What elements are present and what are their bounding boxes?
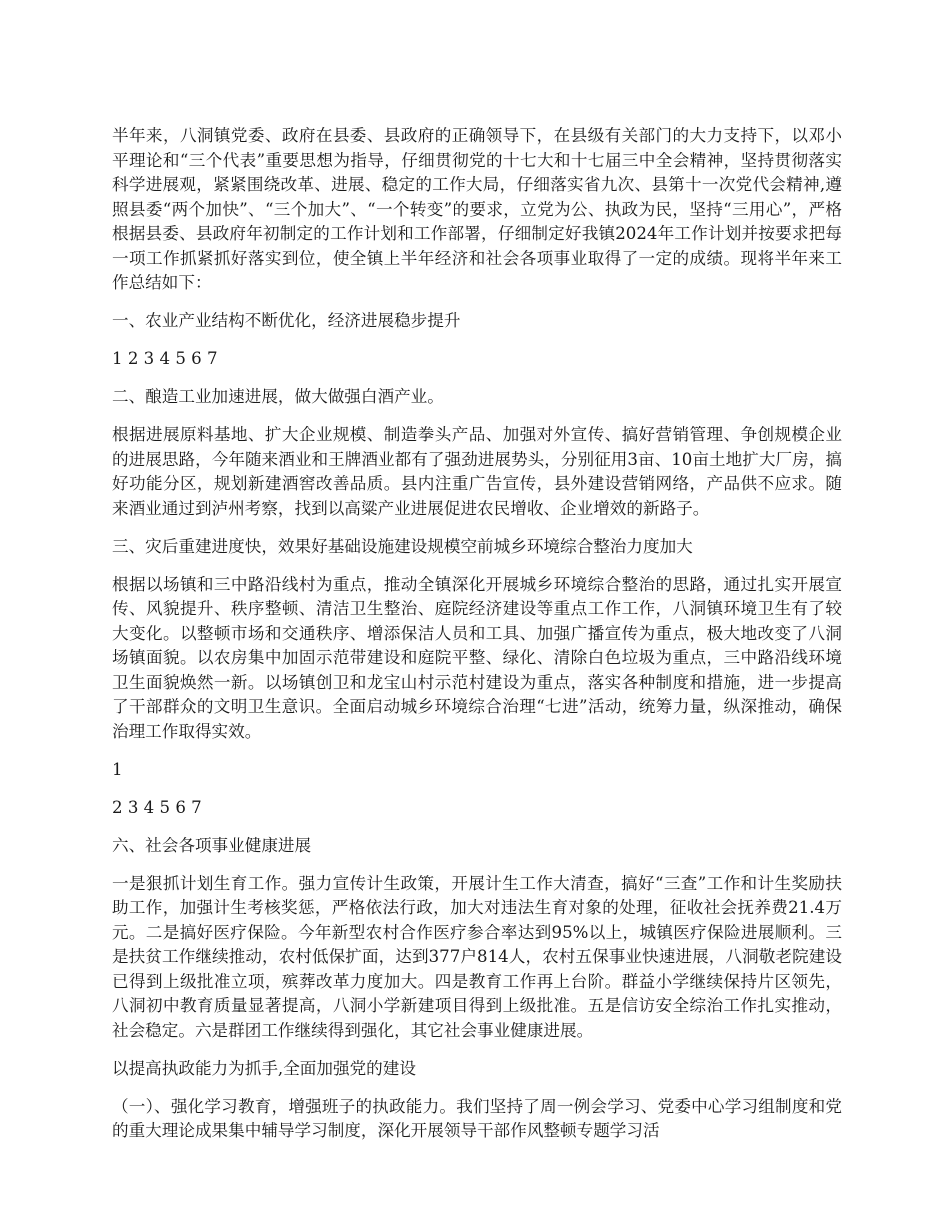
social-paragraph: 一是狠抓计划生育工作。强力宣传计生政策，开展计生工作大清查，搞好“三查”工作和计生奖励扶助工作，加强计生考核奖惩，严格依法行政，加大对违法生育对象的处理，征收社会抚养费21.4万元。二是搞好医疗保险。今年新型农村合作医疗参合率达到95%以上，城镇医疗保险进展顺利。三是扶贫工作继续推动，农村低保扩面，达到377户814人，农村五保事业快速进展，八洞敬老院建设已得到上级批准立项，殡葬改革力度加大。四是教育工作再上台阶。群益小学继续保持片区领先，八洞初中教育质量显著提高，八洞小学新建项目得到上级批准。五是信访安全综治工作扎实推动，社会稳定。六是群团工作继续得到强化，其它社会事业健康进展。: [112, 873, 842, 1040]
number-list-2: 2 3 4 5 6 7: [112, 797, 202, 817]
section-heading-party: 以提高执政能力为抓手,全面加强党的建设: [112, 1058, 416, 1078]
number-item-1: 1: [112, 759, 123, 779]
document-body: [112, 124, 842, 1157]
number-list-1: 1 2 3 4 5 6 7: [112, 349, 218, 368]
section-heading-brewing: 二、酿造工业加速进展，做大做强白酒产业。: [112, 387, 444, 406]
brewing-paragraph: 根据进展原料基地、扩大企业规模、制造拳头产品、加强对外宣传、搞好营销管理、争创规模企业的进展思路，今年随来酒业和王牌酒业都有了强劲进展势头，分别征用3亩、10亩土地扩大厂房，搞好功能分区，规划新建酒窖改善品质。县内注重广告宣传，县外建设营销网络，产品供不应求。随来酒业通过到泸州考察，找到以高粱产业进展促进农民增收、企业增效的新路子。: [112, 425, 842, 518]
section-heading-social: 六、社会各项事业健康进展: [112, 835, 312, 855]
environment-paragraph: 根据以场镇和三中路沿线村为重点，推动全镇深化开展城乡环境综合整治的思路，通过扎实开展宣传、风貌提升、秩序整顿、清洁卫生整治、庭院经济建设等重点工作工作，八洞镇环境卫生有了较大变化。以整顿市场和交通秩序、增添保洁人员和工具、加强广播宣传为重点，极大地改变了八洞场镇面貌。以农房集中加固示范带建设和庭院平整、绿化、清除白色垃圾为重点，三中路沿线环境卫生面貌焕然一新。以场镇创卫和龙宝山村示范村建设为重点，落实各种制度和措施，进一步提高了干部群众的文明卫生意识。全面启动城乡环境综合治理“七进”活动，统筹力量，纵深推动，确保治理工作取得实效。: [112, 574, 842, 741]
section-heading-agriculture: 一、农业产业结构不断优化，经济进展稳步提升: [112, 311, 461, 330]
intro-paragraph: 半年来，八洞镇党委、政府在县委、县政府的正确领导下，在县级有关部门的大力支持下，以邓小平理论和“三个代表”重要思想为指导，仔细贯彻党的十七大和十七届三中全会精神，坚持贯彻落实科学进展观，紧紧围绕改革、进展、稳定的工作大局，仔细落实省九次、县第十一次党代会精神,遵照县委“两个加快”、“三个加大”、“一个转变”的要求，立党为公、执政为民，坚持“三用心”，严格根据县委、县政府年初制定的工作计划和工作部署，仔细制定好我镇2024年工作计划并按要求把每一项工作抓紧抓好落实到位，使全镇上半年经济和社会各项事业取得了一定的成绩。现将半年来工作总结如下：: [112, 126, 842, 292]
party-study-paragraph: （一）、强化学习教育，增强班子的执政能力。我们坚持了周一例会学习、党委中心学习组制度和党的重大理论成果集中辅导学习制度，深化开展领导干部作风整顿专题学习活: [112, 1096, 842, 1140]
section-heading-reconstruction: 三、灾后重建进度快，效果好基础设施建设规模空前城乡环境综合整治力度加大: [112, 536, 693, 556]
